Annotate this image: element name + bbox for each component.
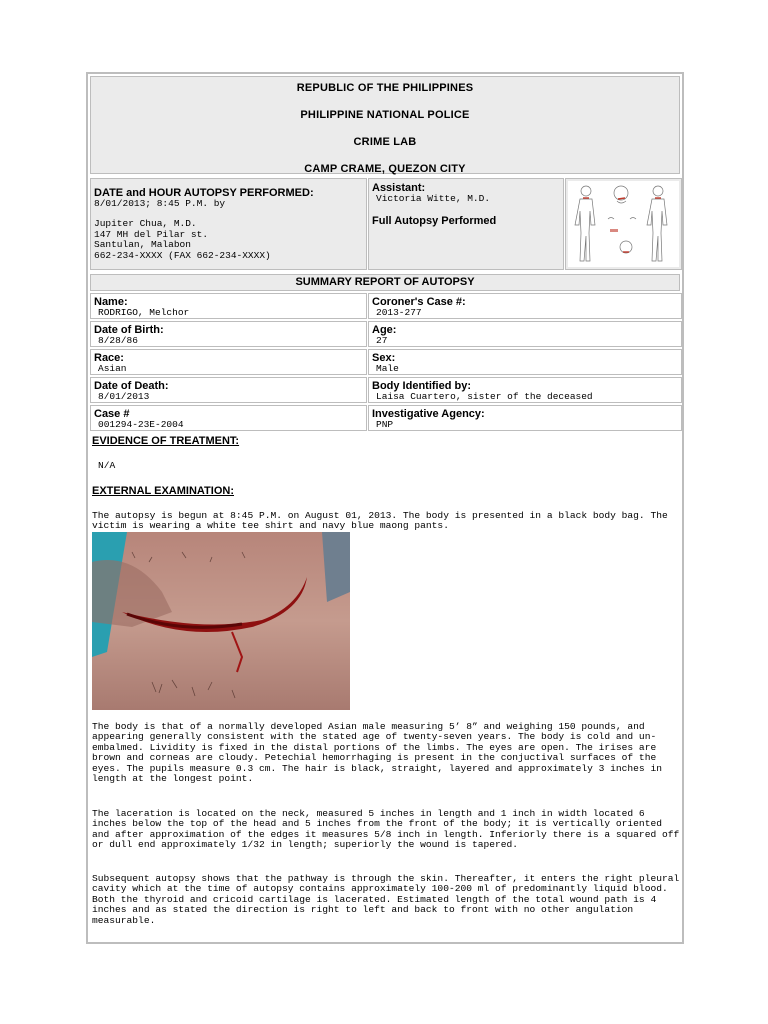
autopsy-date-value: 8/01/2013; 8:45 P.M. by (94, 198, 226, 209)
dob-value: 8/28/86 (98, 335, 138, 346)
identified-cell (368, 377, 682, 403)
name-label: Name: (94, 296, 128, 308)
race-cell (90, 349, 367, 375)
agency-value: PNP (376, 419, 394, 430)
body-diagram-image (568, 181, 679, 267)
case-cell (90, 405, 367, 431)
external-heading: EXTERNAL EXAMINATION: (92, 485, 234, 497)
name-cell (90, 293, 367, 319)
sex-cell (368, 349, 682, 375)
age-value: 27 (376, 335, 388, 346)
examiner-address-1: 147 MH del Pilar st. (94, 228, 209, 240)
race-label: Race: (94, 352, 124, 364)
header-republic: REPUBLIC OF THE PHILIPPINES (296, 82, 474, 94)
body-diagram-cell (565, 178, 682, 270)
coroner-value: 2013-277 (376, 307, 422, 318)
identified-label: Body Identified by: (372, 380, 471, 392)
sex-value: Male (376, 363, 399, 374)
dod-value: 8/01/2013 (98, 391, 150, 402)
external-intro: The autopsy is begun at 8:45 P.M. on August 01, 2013. The body is presented in a black body bag. The victim is wearing a white tee shirt and navy blue maong pants. (92, 510, 668, 532)
field-row-race (90, 349, 680, 375)
field-row-name (90, 293, 680, 319)
summary-title: SUMMARY REPORT OF AUTOPSY (90, 274, 680, 291)
age-label: Age: (372, 324, 397, 336)
assistant-value: Victoria Witte, M.D. (376, 193, 491, 204)
coroner-cell (368, 293, 682, 319)
agency-cell (368, 405, 682, 431)
sex-label: Sex: (372, 352, 396, 364)
evidence-heading: EVIDENCE OF TREATMENT: (92, 435, 240, 447)
external-para-1: The body is that of a normally developed Asian male measuring 5’ 8” and weighing 150 pounds, and appearing generally consistent with the stated age of twenty-seven years. The body is cold and un-embalmed. Lividity is fixed in the distal portions of the limbs. The eyes are open. The irises are brown and corneas are cloudy. Petechial hemorrhaging is present in the conjuctival surfaces of the eyes. The pupils measure 0.3 cm. The hair is black, straight, layered and approximately 3 inches in length at the longest point. (92, 721, 662, 785)
examiner-name: Jupiter Chua, M.D. (94, 218, 197, 230)
race-value: Asian (98, 363, 127, 374)
autopsy-date-label: DATE and HOUR AUTOPSY PERFORMED: (94, 187, 314, 199)
external-para-3: Subsequent autopsy shows that the pathway is through the skin. Thereafter, it enters the right pleural cavity which at the time of autopsy contains approximately 100-200 ml of predominantly liquid blood. Both the thyroid and cricoid cartilage is lacerated. Estimated length of the total wound path is 4 inches and as stated the direction is right to left and back to front with no other angulation measurable. (92, 873, 680, 926)
agency-label: Investigative Agency: (372, 408, 485, 420)
assistant-cell (368, 178, 564, 270)
dob-cell (90, 321, 367, 347)
examiner-phone: 662-234-XXXX (FAX 662-234-XXXX) (94, 249, 271, 261)
header-location: CAMP CRAME, QUEZON CITY (304, 163, 466, 175)
case-value: 001294-23E-2004 (98, 419, 184, 430)
header-pnp: PHILIPPINE NATIONAL POLICE (300, 109, 470, 121)
field-row-dob (90, 321, 680, 347)
dod-cell (90, 377, 367, 403)
dod-label: Date of Death: (94, 380, 169, 392)
header-crime-lab: CRIME LAB (353, 136, 417, 148)
name-value: RODRIGO, Melchor (98, 307, 190, 318)
field-row-dod (90, 377, 680, 403)
autopsy-report (86, 72, 684, 944)
case-label: Case # (94, 408, 130, 420)
wound-photo (92, 532, 350, 710)
identified-value: Laisa Cuartero, sister of the deceased (376, 391, 593, 402)
external-para-2: The laceration is located on the neck, measured 5 inches in length and 1 inch in width located 6 inches below the top of the head and 5 inches from the front of the body; it is vertically oriented and after approximation of the edges it measures 5/8 inch in length. Inferiorly there is a squared off or dull end approximately 1/32 in length; superiorly the wound is tapered. (92, 808, 680, 851)
age-cell (368, 321, 682, 347)
full-autopsy-label: Full Autopsy Performed (372, 214, 497, 227)
field-row-case (90, 405, 680, 431)
report-header (90, 76, 680, 174)
examiner-address-2: Santulan, Malabon (94, 239, 191, 251)
evidence-value: N/A (98, 460, 116, 471)
dob-label: Date of Birth: (94, 324, 164, 336)
autopsy-info-row (90, 178, 680, 270)
autopsy-date-cell (90, 178, 367, 270)
assistant-label: Assistant: (372, 182, 426, 194)
coroner-label: Coroner's Case #: (372, 296, 466, 308)
